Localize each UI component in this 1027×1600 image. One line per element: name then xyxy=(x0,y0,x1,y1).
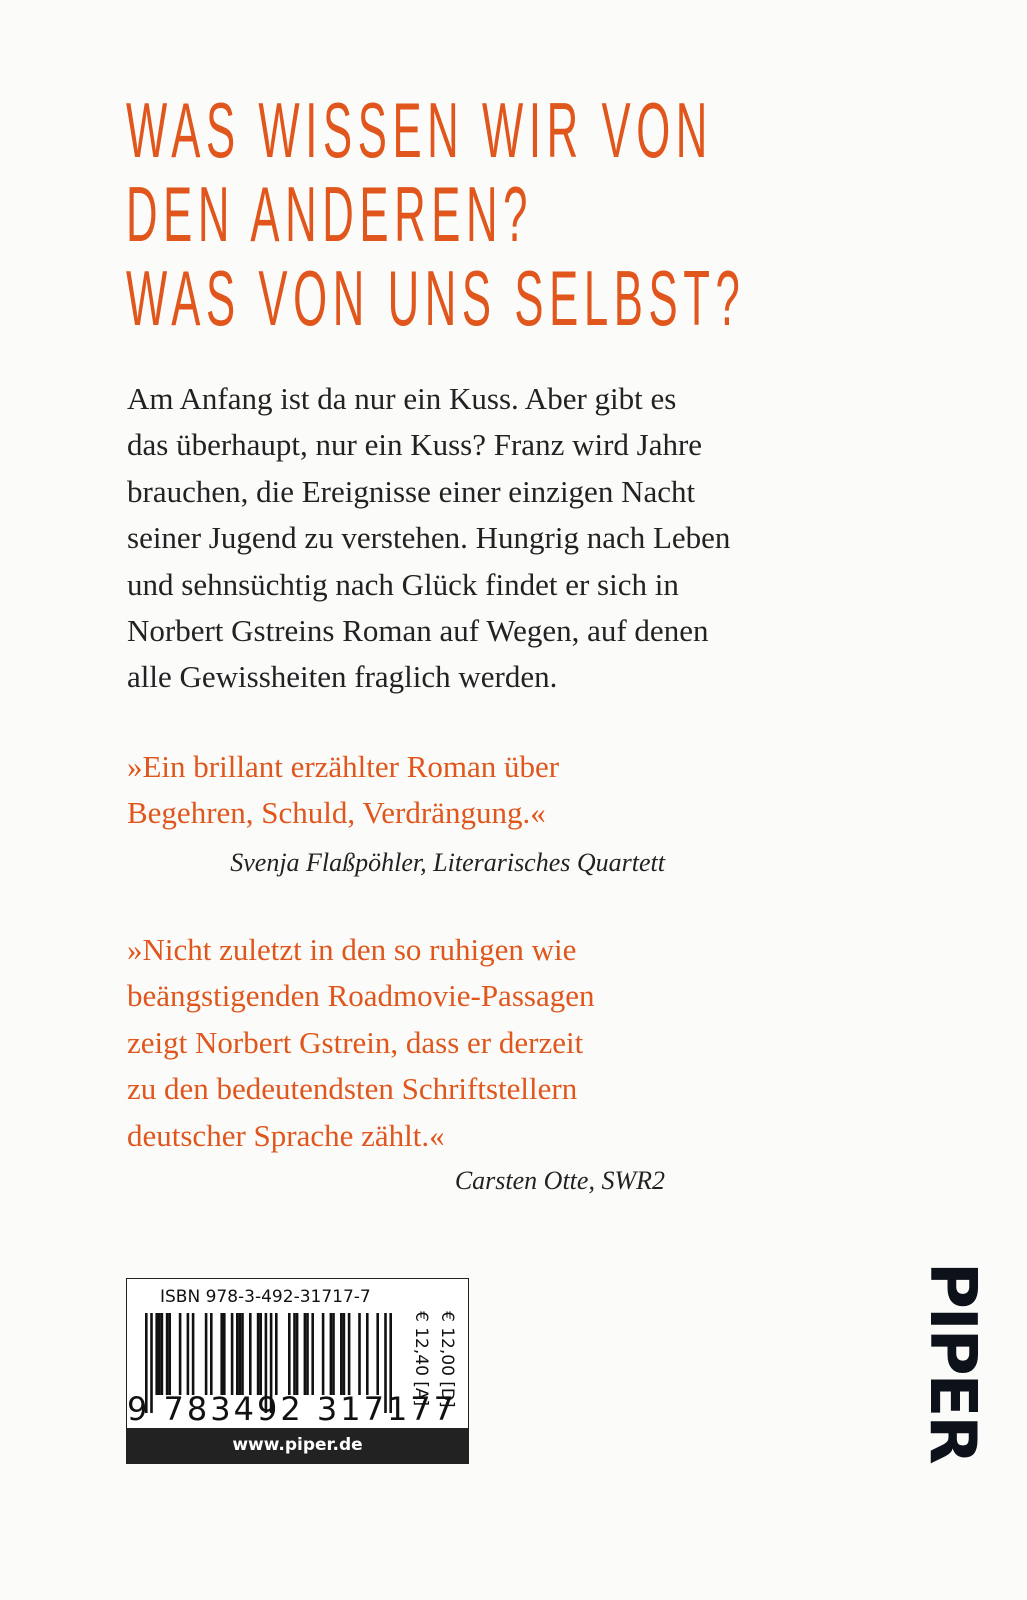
price-germany: € 12,00 [D] xyxy=(437,1311,457,1408)
blurb-line: alle Gewissheiten fraglich werden. xyxy=(127,659,558,695)
review-quote-1 xyxy=(127,744,559,837)
quote-line: zu den bedeutendsten Schriftstellern xyxy=(127,1071,578,1107)
barcode-bar xyxy=(259,1313,262,1395)
barcode-bar xyxy=(166,1313,169,1395)
review-quote-2 xyxy=(127,927,594,1159)
blurb-line: Norbert Gstreins Roman auf Wegen, auf denen xyxy=(127,613,709,649)
barcode-bar xyxy=(241,1313,244,1395)
headline-line: WAS VON UNS SELBST? xyxy=(126,254,746,342)
isbn-text: ISBN 978-3-492-31717-7 xyxy=(160,1287,371,1307)
barcode-bar xyxy=(330,1313,333,1395)
barcode-bar xyxy=(155,1313,158,1395)
ean-digits: 9 783492 317177 xyxy=(127,1390,458,1428)
barcode-bar xyxy=(340,1313,343,1395)
barcode-bar xyxy=(366,1313,369,1395)
publisher-url: www.piper.de xyxy=(127,1428,468,1463)
barcode-bar xyxy=(358,1313,361,1395)
barcode-bar xyxy=(304,1313,307,1395)
quote-line: beängstigenden Roadmovie-Passagen xyxy=(127,978,595,1014)
barcode-bar xyxy=(236,1313,239,1395)
blurb-line: und sehnsüchtig nach Glück findet er sich in xyxy=(127,566,679,602)
barcode-label xyxy=(126,1278,469,1464)
barcode-bar xyxy=(187,1313,190,1395)
publisher-logo xyxy=(915,1262,989,1463)
barcode-bar xyxy=(275,1313,278,1395)
quote-line: Begehren, Schuld, Verdrängung.« xyxy=(127,795,546,831)
blurb xyxy=(127,376,847,701)
barcode-bar xyxy=(161,1313,164,1395)
headline xyxy=(126,88,745,340)
quote-line: »Ein brillant erzählter Roman über xyxy=(127,749,560,784)
barcode-bar xyxy=(239,1313,242,1395)
barcode-bar xyxy=(257,1313,260,1395)
blurb-line: brauchen, die Ereignisse einer einzigen Nacht xyxy=(127,473,696,509)
barcode-bar xyxy=(343,1313,346,1395)
quote-attribution-2: Carsten Otte, SWR2 xyxy=(454,1166,665,1195)
barcode-bar xyxy=(223,1313,226,1395)
blurb-line: seiner Jugend zu verstehen. Hungrig nach Leben xyxy=(127,520,731,556)
barcode-bar xyxy=(311,1313,314,1395)
barcode-bar xyxy=(210,1313,213,1395)
barcode-bar xyxy=(168,1313,171,1395)
barcode-bar xyxy=(288,1313,291,1395)
barcode-bar xyxy=(296,1313,299,1395)
barcode-bar xyxy=(376,1313,379,1395)
barcode-bar xyxy=(220,1313,223,1395)
quote-line: »Nicht zuletzt in den so ruhigen wie xyxy=(127,932,577,967)
barcode-bar xyxy=(192,1313,195,1395)
barcode-bar xyxy=(348,1313,351,1395)
price-austria: € 12,40 [A] xyxy=(411,1311,431,1407)
barcode-bar xyxy=(306,1313,309,1395)
quote-line: zeigt Norbert Gstrein, dass er derzeit xyxy=(127,1024,584,1060)
barcode-bar xyxy=(231,1313,234,1395)
quote-line: deutscher Sprache zählt.« xyxy=(127,1117,445,1153)
quote-attribution-1: Svenja Flaßpöhler, Literarisches Quartett xyxy=(230,848,665,877)
barcode-bar xyxy=(293,1313,296,1395)
headline-line: DEN ANDEREN? xyxy=(126,170,534,258)
headline-line: WAS WISSEN WIR VON xyxy=(126,86,713,174)
barcode-bar xyxy=(158,1313,161,1395)
blurb-line: Am Anfang ist da nur ein Kuss. Aber gibt es xyxy=(127,381,677,416)
barcode-bar xyxy=(179,1313,182,1395)
barcode-bar xyxy=(205,1313,208,1395)
barcode-bar xyxy=(332,1313,335,1395)
barcode-bar xyxy=(322,1313,325,1395)
publisher-logo-text: PIPER xyxy=(915,1262,989,1463)
blurb-line: das überhaupt, nur ein Kuss? Franz wird Jahre xyxy=(127,427,703,463)
barcode-bar xyxy=(249,1313,252,1395)
